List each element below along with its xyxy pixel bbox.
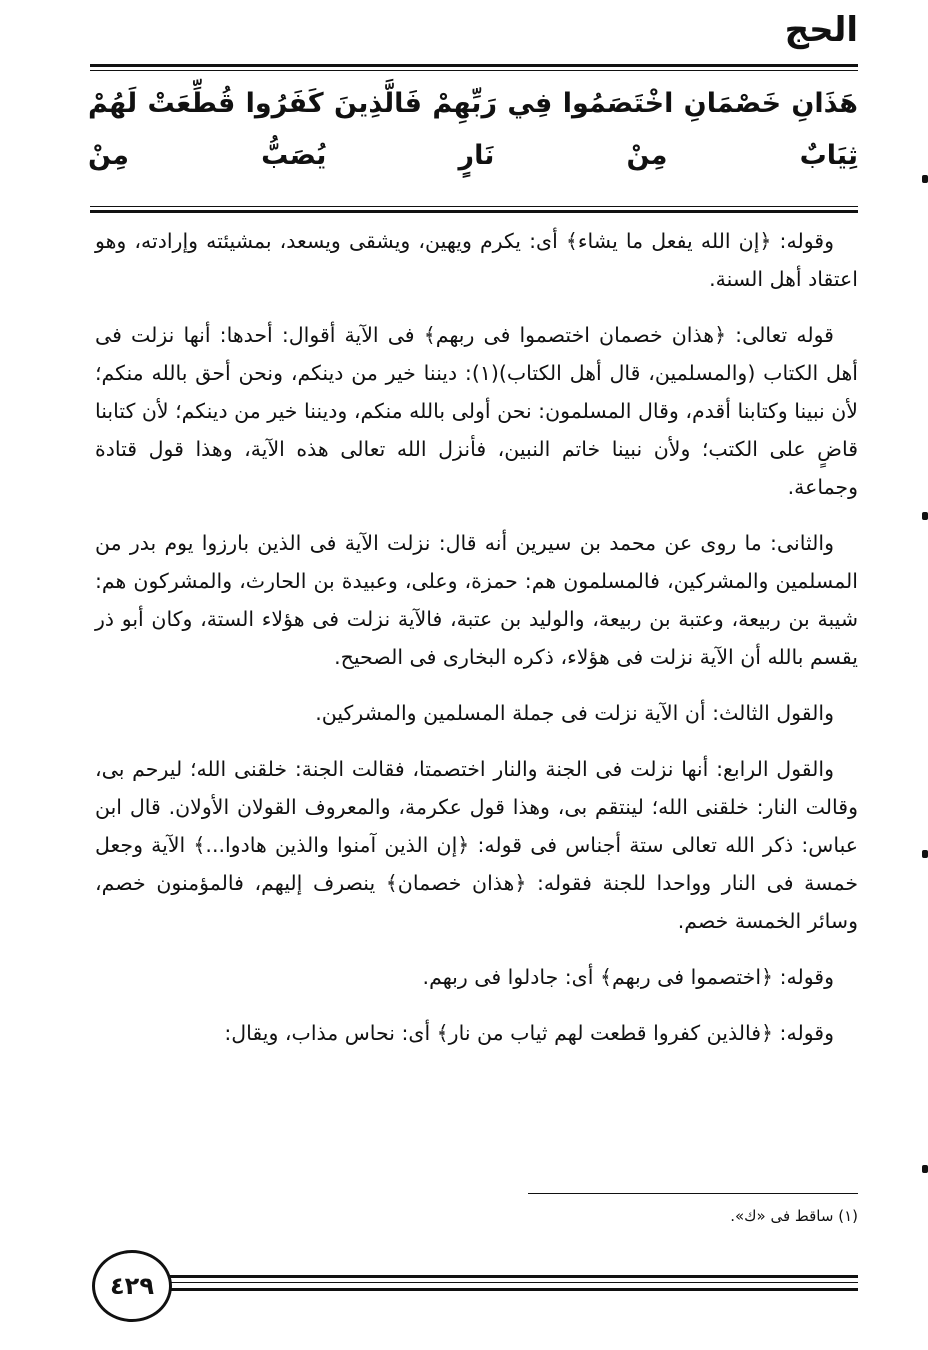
- page-number: ٤٢٩: [92, 1250, 172, 1322]
- footnote-divider: [528, 1193, 858, 1194]
- header-rule-top: [90, 64, 858, 67]
- margin-mark: [922, 850, 928, 858]
- commentary-text: [95, 222, 858, 1070]
- verse-rule-top: [90, 206, 858, 207]
- paragraph: والقول الثالث: أن الآية نزلت فى جملة المسلمين والمشركين.: [315, 701, 834, 725]
- paragraph: وقوله: ﴿اختصموا فى ربهم﴾ أى: جادلوا فى ربهم.: [422, 965, 834, 989]
- paragraph: قوله تعالى: ﴿هذان خصمان اختصموا فى ربهم﴾ فى الآية أقوال: أحدها: أنها نزلت فى أهل الكتاب (والمسلمين، قال أهل الكتاب)(١): ديننا خير من دينكم، ونحن أحق بالله منكم؛ لأن نبينا وكتابنا أقدم، وقال المسلمون: نحن أولى بالله منكم، وديننا خير من دينكم؛ لأن كتابنا قاضٍ على الكتب؛ ولأن نبينا خاتم النبين، فأنزل الله تعالى هذه الآية، وهذا قول قتادة وجماعة.: [95, 323, 858, 499]
- surah-title: الحج: [784, 10, 858, 50]
- quran-verse: هَذَانِ خَصْمَانِ اخْتَصَمُوا فِي رَبِّهِمْ فَالَّذِينَ كَفَرُوا قُطِّعَتْ لَهُمْ ثِيَابٌ مِنْ نَارٍ يُصَبُّ مِنْ: [88, 88, 858, 171]
- paragraph: والقول الرابع: أنها نزلت فى الجنة والنار اختصمتا، فقالت الجنة: خلقنى الله؛ ليرحم بى، وقالت النار: خلقنى الله؛ لينتقم بى، وهذا قول عكرمة، والمعروف القولان الأولان. قال ابن عباس: ذكر الله تعالى ستة أجناس فى قوله: ﴿إن الذين آمنوا والذين هادوا...﴾ الآية وجعل خمسة فى النار وواحدا للجنة فقوله: ﴿هذان خصمان﴾ ينصرف إليهم، فالمؤمنون خصم، وسائر الخمسة خصم.: [95, 757, 858, 933]
- paragraph: وقوله: ﴿فالذين كفروا قطعت لهم ثياب من نار﴾ أى: نحاس مذاب، ويقال:: [224, 1021, 834, 1045]
- footnote: (١) ساقط فى «ك».: [730, 1207, 858, 1225]
- footer-rule-bottom: [166, 1288, 858, 1291]
- paragraph: وقوله: ﴿إن الله يفعل ما يشاء﴾ أى: يكرم ويهين، ويشقى ويسعد، بمشيئته وإرادته، وهو اعتقاد أهل السنة.: [95, 229, 858, 291]
- footer-rule-top: [166, 1275, 858, 1278]
- header-rule-bottom: [90, 70, 858, 71]
- footer-rule-middle: [166, 1282, 858, 1283]
- margin-mark: [922, 1165, 928, 1173]
- margin-mark: [922, 512, 928, 520]
- margin-mark: [922, 175, 928, 183]
- verse-rule-bottom: [90, 210, 858, 213]
- paragraph: والثانى: ما روى عن محمد بن سيرين أنه قال: نزلت الآية فى الذين بارزوا يوم بدر من المسلمين والمشركين، فالمسلمون هم: حمزة، وعلى، وعبيدة بن الحارث، والمشركون هم: شيبة بن ربيعة، وعتبة بن ربيعة، والوليد بن عتبة، فالآية نزلت فى هؤلاء الستة، وكان أبو ذر يقسم بالله أن الآية نزلت فى هؤلاء، ذكره البخارى فى الصحيح.: [95, 531, 858, 669]
